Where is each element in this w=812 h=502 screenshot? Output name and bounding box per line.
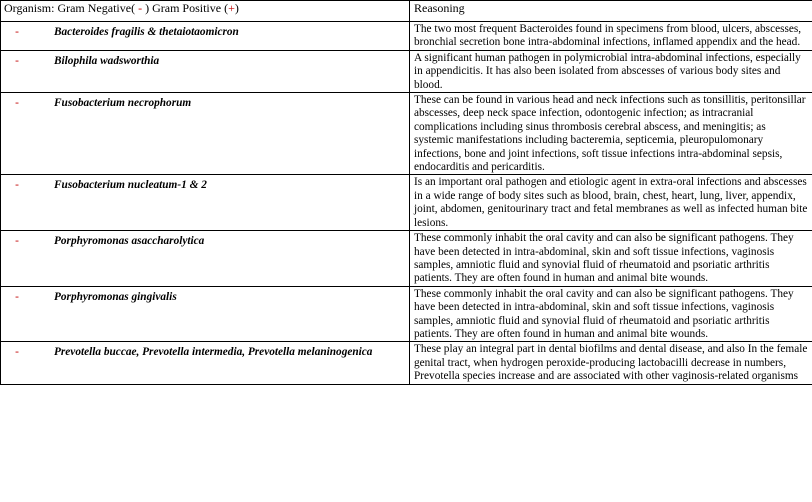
gram-negative-marker: - <box>15 290 19 303</box>
table-row <box>1 93 812 175</box>
gram-negative-marker: - <box>15 26 19 38</box>
reasoning-text: These can be found in various head and neck infections such as tonsillitis, peritonsillar abscesses, deep neck space infection, odontogenic infection; as intracranial complications including sinus thrombosis cerebral abscess, and meningitis; as systemic manifestations including bacteremia, septicemia, pleuropulomonary infections, bone and joint infections, soft tissue infections intra-abdominal sepsis, endocarditis and pericarditis. <box>414 94 806 174</box>
reasoning-cell <box>410 342 812 384</box>
organism-column-header <box>1 1 410 22</box>
organism-cell <box>1 342 410 384</box>
organism-name: Porphyromonas asaccharolytica <box>54 235 205 248</box>
table-row <box>1 175 812 231</box>
organism-name: Bilophila wadsworthia <box>54 54 160 67</box>
organism-name: Porphyromonas gingivalis <box>54 290 177 303</box>
table-row <box>1 231 812 287</box>
reasoning-text: These commonly inhabit the oral cavity and can also be significant pathogens. They have been detected in intra-abdominal, skin and soft tissue infections, vaginosis samples, amniotic fluid and synovial fluid of rheumatoid and psoriatic arthritis patients. They are often found in human and animal bite wounds. <box>414 232 794 285</box>
organism-cell <box>1 50 410 92</box>
gram-positive-symbol: + <box>228 1 235 15</box>
gram-negative-marker: - <box>15 235 19 248</box>
gram-negative-marker: - <box>15 346 19 359</box>
table-row <box>1 286 812 342</box>
organism-name: Fusobacterium nucleatum-1 & 2 <box>54 179 207 192</box>
organism-cell <box>1 286 410 342</box>
organism-cell <box>1 175 410 231</box>
header-row <box>1 1 812 22</box>
table-row <box>1 342 812 384</box>
header-text: ) <box>234 1 239 15</box>
organism-cell <box>1 22 410 51</box>
reasoning-cell <box>410 93 812 175</box>
reasoning-text: These commonly inhabit the oral cavity and can also be significant pathogens. They have been detected in intra-abdominal, skin and soft tissue infections, vaginosis samples, amniotic fluid and synovial fluid of rheumatoid and psoriatic arthritis patients. They are often found in human and animal bite wounds. <box>414 287 794 340</box>
reasoning-cell <box>410 231 812 287</box>
reasoning-text: A significant human pathogen in polymicrobial intra-abdominal infections, especially in appendicitis. It has also been isolated from abscesses of various body sites and blood. <box>414 51 801 91</box>
reasoning-cell <box>410 286 812 342</box>
gram-negative-marker: - <box>15 54 19 67</box>
reasoning-text: The two most frequent Bacteroides found in specimens from blood, ulcers, abscesses, bronchial secretion bone intra-abdominal infections, inflamed appendix and the head. <box>414 23 802 49</box>
header-text: ) Gram Positive ( <box>145 1 229 15</box>
organism-name: Fusobacterium necrophorum <box>54 97 192 110</box>
table-row <box>1 50 812 92</box>
table-row <box>1 22 812 51</box>
reasoning-column-header: Reasoning <box>410 1 812 22</box>
reasoning-cell <box>410 50 812 92</box>
organism-cell <box>1 93 410 175</box>
organism-name: Bacteroides fragilis & thetaiotaomicron <box>54 26 239 38</box>
gram-negative-marker: - <box>15 97 19 110</box>
gram-negative-marker: - <box>15 179 19 192</box>
reasoning-text: Is an important oral pathogen and etiologic agent in extra-oral infections and abscesses in a wide range of body sites such as blood, brain, chest, heart, lung, liver, appendix, joint, abdomen, genitourinary tract and fetal membranes as well as infected human bite lesions. <box>414 176 808 229</box>
gram-negative-symbol: - <box>135 1 146 15</box>
reasoning-text: These play an integral part in dental biofilms and dental disease, and also In the female genital tract, when hydrogen peroxide-producing lactobacilli decrease in numbers, Prevotella species increase and are associated with other vaginosis-related organisms <box>414 343 808 383</box>
reasoning-cell <box>410 175 812 231</box>
organism-name: Prevotella buccae, Prevotella intermedia, Prevotella melaninogenica <box>54 346 373 359</box>
header-text: Organism: Gram Negative( <box>4 1 136 15</box>
reasoning-cell <box>410 22 812 51</box>
organism-cell <box>1 231 410 287</box>
